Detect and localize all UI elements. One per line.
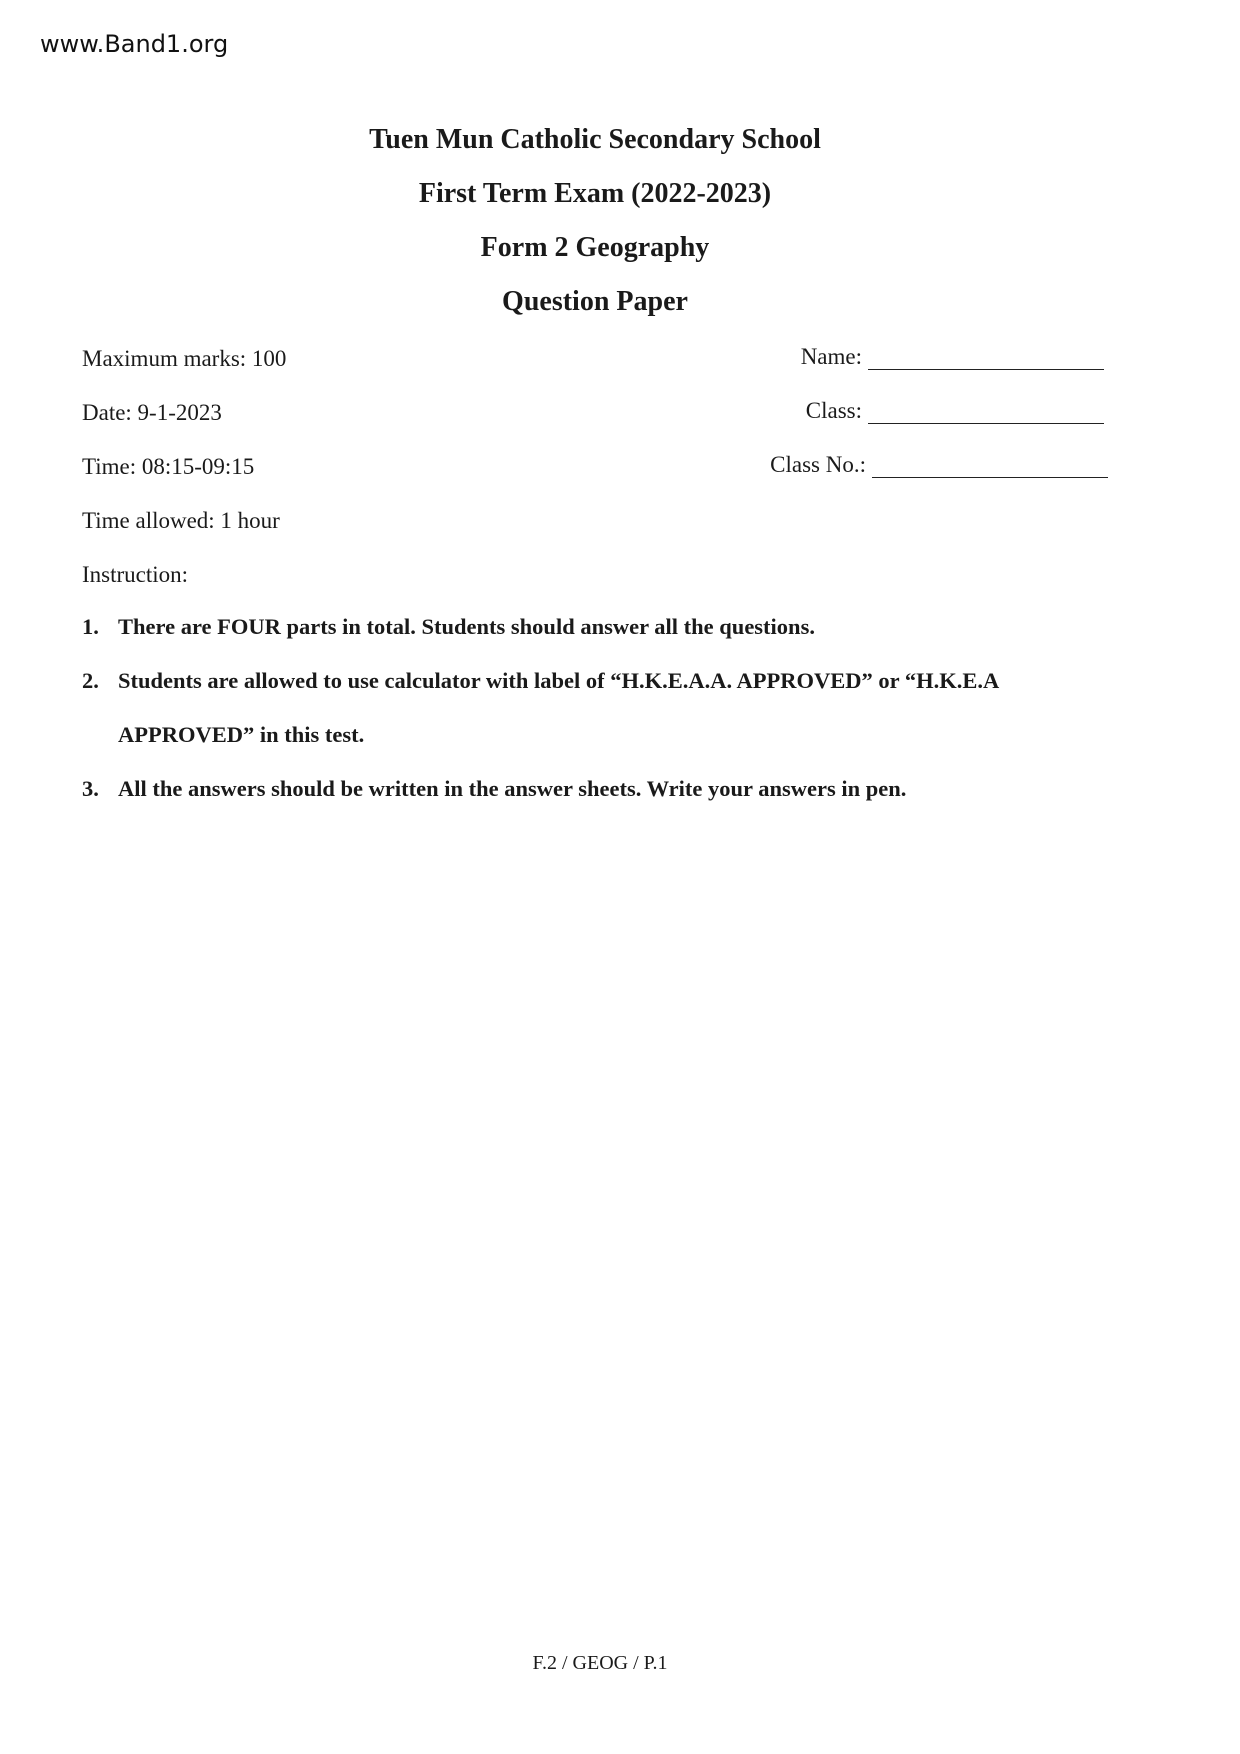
instruction-number: 2. [82, 668, 99, 693]
instruction-text: All the answers should be written in the answer sheets. Write your answers in pen. [118, 776, 907, 801]
class-blank-line[interactable] [868, 401, 1104, 424]
exam-title: First Term Exam (2022-2023) [418, 178, 772, 209]
watermark-text: www.Band1.org [40, 30, 229, 58]
instruction-text: There are FOUR parts in total. Students should answer all the questions. [118, 614, 815, 639]
instruction-text: Students are allowed to use calculator with label of “H.K.E.A.A. APPROVED” or “H.K.E.A [118, 668, 1000, 693]
school-name: Tuen Mun Catholic Secondary School [369, 124, 821, 155]
time-allowed: Time allowed: 1 hour [82, 508, 280, 533]
instruction-label: Instruction: [82, 562, 189, 587]
class-no-blank-line[interactable] [872, 455, 1108, 478]
name-label: Name: [800, 344, 862, 369]
class-no-label: Class No.: [770, 452, 866, 477]
paper-title: Question Paper [502, 286, 688, 317]
name-blank-line[interactable] [868, 347, 1104, 370]
instruction-number: 3. [82, 776, 99, 801]
page-footer: F.2 / GEOG / P.1 [532, 1652, 668, 1674]
exam-time: Time: 08:15-09:15 [82, 454, 255, 479]
exam-date: Date: 9-1-2023 [82, 400, 222, 425]
class-field[interactable] [806, 398, 1104, 424]
class-no-field[interactable] [770, 452, 1108, 478]
instruction-text-continued: APPROVED” in this test. [118, 722, 365, 747]
max-marks: Maximum marks: 100 [82, 346, 287, 371]
class-label: Class: [805, 398, 862, 423]
subject-title: Form 2 Geography [480, 232, 710, 263]
name-field[interactable] [801, 344, 1104, 370]
instruction-number: 1. [82, 614, 99, 639]
